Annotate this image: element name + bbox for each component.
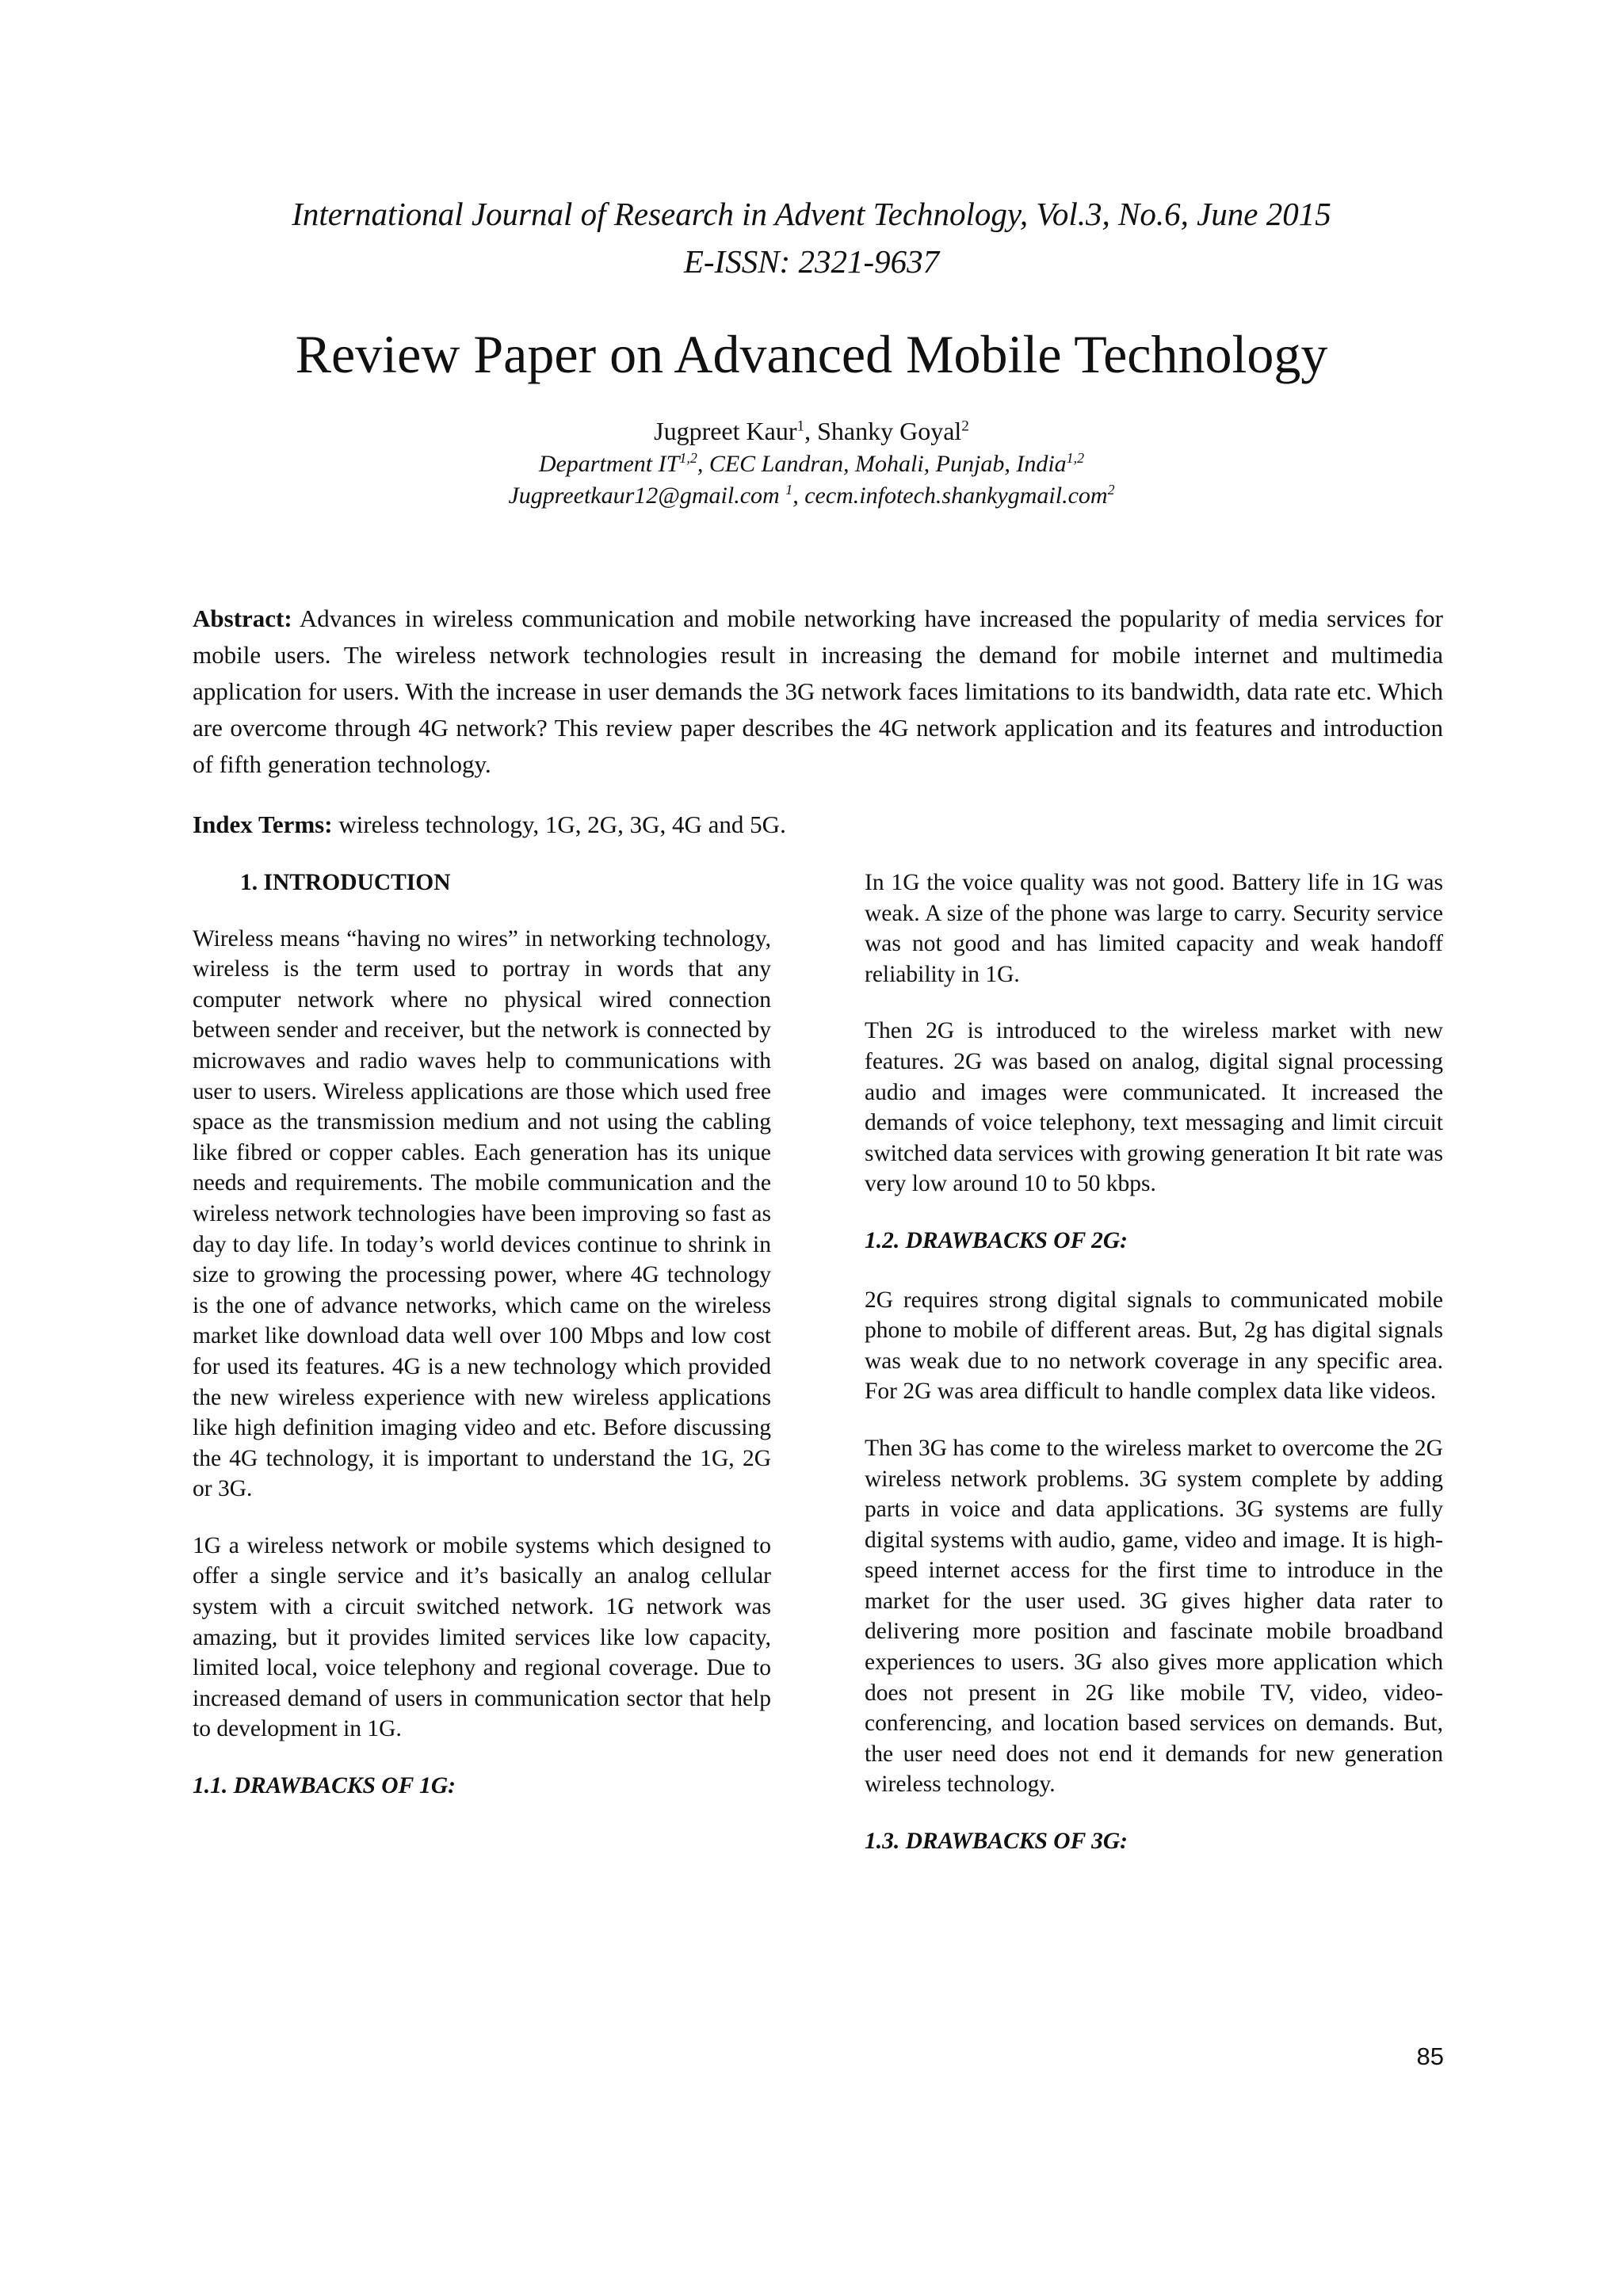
affiliation [0, 448, 1623, 480]
right-column [865, 868, 1443, 1886]
left-column [193, 868, 771, 1830]
abstract-label: Abstract: [193, 605, 292, 632]
affiliation-dept: Department IT [538, 451, 680, 477]
journal-name: International Journal of Research in Advent Technology, Vol.3, No.6, June 2015 [292, 196, 1331, 232]
subsection-heading-drawbacks-1g: 1.1. DRAWBACKS OF 1G: [193, 1773, 456, 1799]
index-terms-label: Index Terms: [193, 810, 333, 838]
page-number: 85 [1416, 2042, 1444, 2070]
index-terms-text: wireless technology, 1G, 2G, 3G, 4G and 5G. [332, 810, 786, 838]
author-names [0, 414, 1623, 448]
author-2-sup: 2 [961, 418, 969, 435]
abstract-text: Advances in wireless communication and mobile networking have increased the popularity of media services for mobile users. The wireless network technologies result in increasing the demand for mobile internet and multimedia application for users. With the increase in user demands the 3G network faces limitations to its bandwidth, data rate etc. Which are overcome through 4G network? This review paper describes the 4G network application and its features and introduction of fifth generation technology. [193, 605, 1443, 778]
author-emails [0, 480, 1623, 512]
affiliation-rest-sup: 1,2 [1066, 450, 1085, 466]
author-separator: , [804, 417, 818, 445]
author-1-sup: 1 [796, 418, 805, 435]
subsection-heading-drawbacks-2g: 1.2. DRAWBACKS OF 2G: [865, 1227, 1128, 1253]
email-2: , cecm.infotech.shankygmail.com [792, 482, 1108, 509]
affiliation-dept-sup: 1,2 [679, 450, 697, 466]
paragraph-2g-drawbacks: 2G requires strong digital signals to communicated mobile phone to mobile of different areas. But, 2g has digital signals was weak due to no network coverage in any specific area. For 2G was area difficult to handle complex data like videos. [865, 1287, 1443, 1405]
paper-title: Review Paper on Advanced Mobile Technology [295, 324, 1328, 384]
intro-paragraph-2: 1G a wireless network or mobile systems which designed to offer a single service and it’s basically an analog cellular system with a circuit switched network. 1G network was amazing, but it provides limited services like low capacity, limited local, voice telephony and regional coverage. Due to increased demand of users in communication sector that help to development in 1G. [193, 1532, 771, 1742]
author-block [0, 414, 1623, 512]
journal-issn: E-ISSN: 2321-9637 [683, 243, 940, 280]
paragraph-3g-intro: Then 3G has come to the wireless market to overcome the 2G wireless network problems. 3G system complete by adding parts in voice and data applications. 3G systems are fully digital systems with audio, game, video and image. It is high-speed internet access for the first time to introduce in the market for the user used. 3G gives higher data rater to delivering more position and fascinate mobile broadband experiences to users. 3G also gives more application which does not present in 2G like mobile TV, video, video-conferencing, and location based services on demands. But, the user need does not end it demands for new generation wireless technology. [865, 1435, 1443, 1798]
author-2: Shanky Goyal [817, 417, 962, 445]
paragraph-2g-intro: Then 2G is introduced to the wireless market with new features. 2G was based on analog, digital signal processing audio and images were communicated. It increased the demands of voice telephony, text messaging and limit circuit switched data services with growing generation It bit rate was very low around 10 to 50 kbps. [865, 1018, 1443, 1197]
email-2-sup: 2 [1107, 482, 1115, 498]
journal-header [0, 190, 1623, 285]
author-1: Jugpreet Kaur [654, 417, 797, 445]
email-1: Jugpreetkaur12@gmail.com [508, 482, 786, 509]
section-heading-introduction: 1. INTRODUCTION [240, 870, 451, 895]
index-terms [193, 807, 1443, 843]
affiliation-rest: , CEC Landran, Mohali, Punjab, India [697, 451, 1067, 477]
abstract [193, 601, 1443, 783]
intro-paragraph-1: Wireless means “having no wires” in networking technology, wireless is the term used to portray in words that any computer network where no physical wired connection between sender and receiver, but the network is connected by microwaves and radio waves help to communications with user to users. Wireless applications are those which used free space as the transmission medium and not using the cabling like fibred or copper cables. Each generation has its unique needs and requirements. The mobile communication and the wireless network technologies have been improving so fast as day to day life. In today’s world devices continue to shrink in size to growing the processing power, where 4G technology is the one of advance networks, which came on the wireless market like download data well over 100 Mbps and low cost for used its features. 4G is a new technology which provided the new wireless experience with new wireless applications like high definition imaging video and etc. Before discussing the 4G technology, it is important to understand the 1G, 2G or 3G. [193, 925, 771, 1502]
subsection-heading-drawbacks-3g: 1.3. DRAWBACKS OF 3G: [865, 1829, 1128, 1855]
email-1-sup: 1 [785, 482, 793, 498]
paragraph-1g-drawbacks: In 1G the voice quality was not good. Battery life in 1G was weak. A size of the phone was large to carry. Security service was not good and has limited capacity and weak handoff reliability in 1G. [865, 870, 1443, 987]
